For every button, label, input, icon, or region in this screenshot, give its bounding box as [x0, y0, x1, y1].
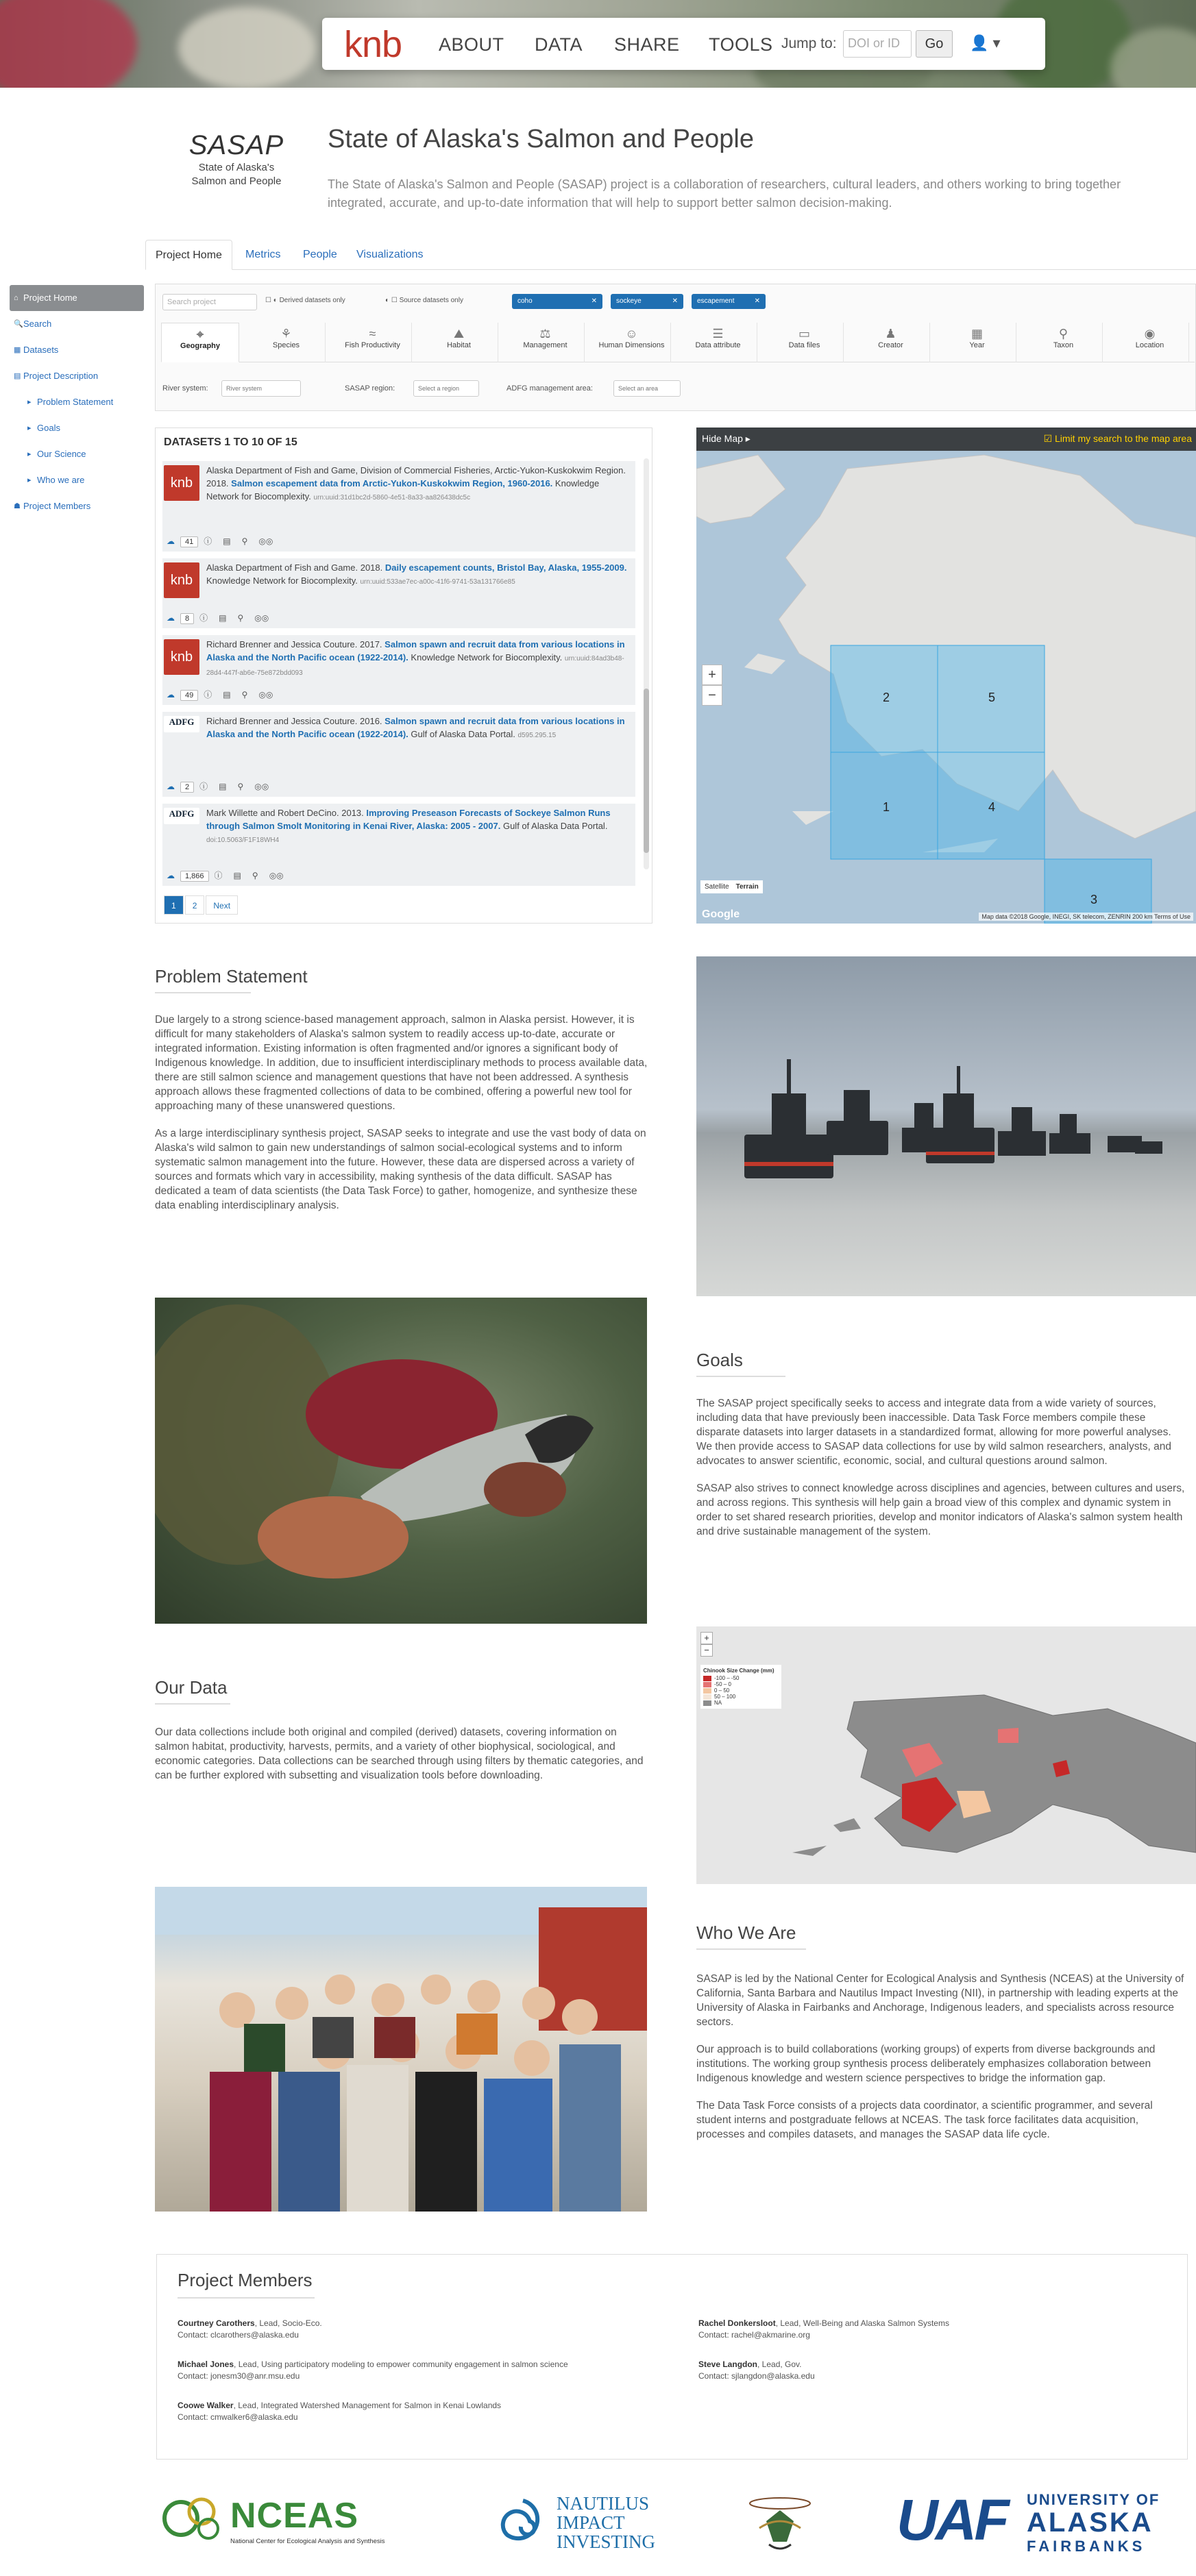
member-contact[interactable]: Contact: clcarothers@alaska.edu: [178, 2330, 299, 2340]
uaf-line: FAIRBANKS: [1027, 2538, 1146, 2555]
legend-title: Chinook Size Change (mm): [703, 1668, 774, 1674]
top-navbar: [322, 18, 1045, 70]
legend-item: [703, 1694, 779, 1700]
remove-tag-icon[interactable]: ✕: [591, 297, 597, 305]
result-actions: [167, 535, 284, 547]
caret-right-icon: ▸: [27, 476, 32, 484]
repository-logo: knb: [164, 562, 199, 598]
dataset-result-item[interactable]: [162, 461, 635, 552]
document-icon: ▤: [14, 372, 21, 380]
section-divider: [696, 1948, 806, 1950]
member-name: Courtney Carothers: [178, 2318, 255, 2328]
dataset-title-link[interactable]: Salmon spawn and recruit data from various locations in Alaska and the North Pacific ocean (1922-2014).: [206, 639, 625, 662]
filter-tag[interactable]: [611, 294, 683, 309]
repository-logo: ADFG: [164, 808, 199, 824]
metadata-icon[interactable]: ▤: [223, 536, 231, 546]
salmon-graphic: [155, 1298, 647, 1624]
tab-people[interactable]: People: [303, 249, 337, 260]
paragraph: Our approach is to build collaborations (working groups) of experts from diverse backgrounds and institutions. The working group synthesis process deliberately emphasizes collaboration between Indigenous knowledge and western science perspectives to bridge the information gap.: [696, 2044, 1156, 2084]
citation-authors: Mark Willette and Robert DeCino. 2013.: [206, 808, 364, 818]
legend-label: NA: [714, 1700, 722, 1706]
filter-category-icon: ☰: [712, 327, 724, 340]
project-members-panel: [156, 2254, 1188, 2460]
dataset-identifier: urn:uuid:533ae7ec-a00c-41f6-9741-53a131766e85: [360, 578, 515, 586]
sidebar-item-search[interactable]: [10, 311, 144, 337]
filter-tab-year[interactable]: [938, 323, 1016, 362]
results-scroll-thumb[interactable]: [644, 689, 649, 853]
user-menu-icon[interactable]: 👤 ▾: [970, 34, 1001, 51]
filter-tab-species[interactable]: [247, 323, 326, 362]
paragraph: SASAP also strives to connect knowledge across disciplines and agencies, between cultures and users, and across regions. This synthesis will help gain a broad view of this complex and dynamic system in order to set shared research priorities, develop and monitor indicators of Alaska's salmon system health and drive sustainable management of the system.: [696, 1483, 1185, 1537]
page-next[interactable]: Next: [206, 895, 238, 915]
filter-category-tabs: [161, 323, 1195, 362]
member-role: , Lead, Integrated Watershed Management for Salmon in Kenai Lowlands: [233, 2401, 502, 2410]
download-icon[interactable]: ☁: [167, 782, 175, 791]
sidebar-item-project-members[interactable]: [10, 493, 144, 519]
project-search-input[interactable]: Search project: [162, 294, 257, 310]
member-contact[interactable]: Contact: rachel@akmarine.org: [698, 2330, 810, 2340]
member-entry: [178, 2359, 644, 2382]
caret-right-icon: ▸: [27, 450, 32, 458]
download-count[interactable]: 1,866: [180, 871, 209, 882]
member-entry: [698, 2359, 1164, 2382]
dataset-title-link[interactable]: Daily escapement counts, Bristol Bay, Alaska, 1955-2009.: [385, 562, 627, 573]
dataset-result-item[interactable]: [162, 558, 635, 628]
goals-title: Goals: [696, 1350, 743, 1370]
dataset-identifier: d595.295.15: [517, 732, 557, 739]
dataset-result-item[interactable]: [162, 712, 635, 797]
legend-label: -100 – -50: [714, 1675, 740, 1681]
citation-authors: Alaska Department of Fish and Game. 2018.: [206, 562, 383, 573]
our-data-title: Our Data: [155, 1677, 228, 1698]
sasap-logo-title: SASAP: [188, 130, 284, 160]
result-actions: [167, 689, 284, 701]
provenance-icon[interactable]: ◎◎: [269, 871, 284, 880]
sidebar-item-project-description[interactable]: [10, 363, 144, 389]
citation-repository: Knowledge Network for Biocomplexity.: [206, 478, 600, 501]
terrain-button[interactable]: Terrain: [735, 883, 759, 891]
checkbox-icon[interactable]: ☑: [1043, 433, 1053, 444]
section-divider: [696, 1376, 785, 1377]
satellite-button[interactable]: Satellite: [705, 883, 729, 891]
map-attribution[interactable]: Map data ©2018 Google, INEGI, SK telecom, ZENRIN 200 km Terms of Use: [979, 913, 1193, 921]
filter-tag-label: coho: [517, 297, 533, 305]
legend-item: [703, 1687, 779, 1694]
filter-category-icon: ▭: [798, 327, 810, 340]
filter-category-icon: ⚘: [280, 327, 292, 340]
dataset-citation: [206, 715, 631, 742]
legend-swatch: [703, 1682, 711, 1687]
sidebar-item-label: Who we are: [37, 475, 85, 485]
section-divider: [155, 992, 251, 993]
filter-tab-habitat[interactable]: [420, 323, 498, 362]
tab-project-home[interactable]: Project Home: [145, 240, 232, 270]
filter-tab-label: Taxon: [1053, 341, 1074, 349]
section-divider: [178, 2297, 315, 2299]
filter-tag[interactable]: [692, 294, 766, 309]
home-icon: ⌂: [14, 294, 19, 302]
citation-repository: Knowledge Network for Biocomplexity.: [411, 652, 563, 662]
filter-tab-creator[interactable]: [852, 323, 930, 362]
member-contact[interactable]: Contact: cmwalker6@alaska.edu: [178, 2412, 298, 2422]
member-contact[interactable]: Contact: jonesm30@anr.msu.edu: [178, 2371, 300, 2381]
dataset-citation: [206, 561, 631, 589]
nav-share[interactable]: SHARE: [614, 34, 680, 55]
siberia-landmass: [696, 455, 785, 523]
grid-label: 5: [988, 691, 996, 704]
filter-tab-label: Geography: [180, 342, 221, 350]
filter-tab-label: Location: [1135, 341, 1164, 349]
citation-repository: Gulf of Alaska Data Portal.: [502, 821, 608, 831]
filter-category-icon: ♟: [885, 327, 896, 340]
filter-tab-human-dimensions[interactable]: [593, 323, 671, 362]
provenance-icon[interactable]: ◎◎: [258, 690, 273, 699]
provenance-icon[interactable]: ◎◎: [254, 782, 269, 791]
team-group-photo: [155, 1887, 647, 2212]
map-zoom-out-button[interactable]: −: [702, 685, 722, 706]
sidebar-item-problem-statement[interactable]: [10, 389, 144, 415]
citation-repository: Knowledge Network for Biocomplexity.: [206, 575, 358, 586]
nav-about[interactable]: ABOUT: [439, 34, 504, 55]
tab-visualizations[interactable]: Visualizations: [356, 249, 424, 260]
filter-tab-taxon[interactable]: [1025, 323, 1103, 362]
alaska-map-graphic: [696, 428, 1196, 924]
nceas-wordmark: NCEAS: [230, 2496, 359, 2536]
source-only-label: Source datasets only: [399, 297, 463, 304]
chinook-zoom-in[interactable]: +: [700, 1632, 713, 1644]
search-panel: [155, 284, 1196, 411]
location-pin-icon[interactable]: ⚲: [241, 690, 248, 699]
tribal-seal-logo[interactable]: [739, 2494, 821, 2555]
filter-tab-label: Management: [523, 341, 568, 349]
result-actions: [167, 869, 295, 882]
limit-to-map-checkbox[interactable]: [1044, 433, 1192, 445]
citation-authors: Richard Brenner and Jessica Couture. 2017.: [206, 639, 382, 649]
island: [792, 811, 833, 825]
filter-category-icon: ⚲: [1058, 327, 1069, 340]
nautilus-shell-icon: [499, 2494, 547, 2549]
banner-flower: [0, 0, 137, 88]
download-count[interactable]: 2: [180, 782, 194, 793]
go-button[interactable]: Go: [916, 30, 953, 58]
island: [744, 654, 785, 674]
nautilus-line: IMPACT: [557, 2512, 625, 2533]
member-role: , Lead, Using participatory modeling to empower community engagement in salmon science: [234, 2360, 568, 2369]
download-icon[interactable]: ☁: [167, 871, 175, 880]
location-pin-icon[interactable]: ⚲: [237, 782, 244, 791]
legend-item: [703, 1675, 779, 1681]
sasap-logo: [185, 130, 288, 188]
legend-label: 0 – 50: [714, 1687, 730, 1694]
filter-tab-label: Habitat: [447, 341, 471, 349]
nceas-swirl-icon: [160, 2491, 229, 2546]
filter-category-icon: ▦: [971, 327, 983, 340]
result-actions: [167, 612, 280, 624]
legend-swatch: [703, 1700, 711, 1706]
location-pin-icon[interactable]: ⚲: [241, 536, 248, 546]
member-entry: [698, 2318, 1164, 2341]
derived-only-toggle[interactable]: ☐ ◐ Derived datasets only: [265, 297, 345, 304]
page-1[interactable]: 1: [164, 895, 184, 915]
filter-tab-label: Data attribute: [695, 341, 741, 349]
doi-input[interactable]: DOI or ID: [843, 30, 912, 58]
filter-tag-label: sockeye: [616, 297, 642, 305]
fishing-boats-photo: [696, 956, 1196, 1296]
dataset-results: [155, 428, 652, 924]
location-pin-icon[interactable]: ⚲: [252, 871, 258, 880]
filter-category-icon: ◉: [1144, 327, 1156, 340]
metadata-icon[interactable]: ▤: [219, 613, 227, 623]
our-data-text: [155, 1725, 648, 1796]
dataset-result-item[interactable]: [162, 804, 635, 886]
derived-only-label: Derived datasets only: [279, 297, 345, 304]
chinook-size-map[interactable]: [696, 1626, 1196, 1884]
sidebar-item-label: Project Description: [23, 371, 99, 381]
uaf-line: ALASKA: [1027, 2507, 1154, 2538]
chinook-legend: [700, 1665, 781, 1709]
filter-tab-label: Human Dimensions: [598, 341, 665, 349]
source-only-toggle[interactable]: ◐ ☐ Source datasets only: [385, 297, 463, 304]
goals-text: [696, 1396, 1188, 1552]
nautilus-line: NAUTILUS: [557, 2493, 649, 2514]
filter-tab-data-attribute[interactable]: [679, 323, 757, 362]
download-icon[interactable]: ☁: [167, 613, 175, 623]
problem-statement-text: [155, 1013, 648, 1226]
who-we-are-text: [696, 1972, 1188, 2155]
sidebar-item-label: Project Members: [23, 501, 91, 511]
nav-data[interactable]: DATA: [535, 34, 583, 55]
users-icon: ☗: [14, 502, 21, 510]
banner-foliage: [178, 7, 315, 88]
sidebar-item-label: Goals: [37, 423, 60, 433]
filter-tag-label: escapement: [697, 297, 735, 305]
paragraph: Our data collections include both original and compiled (derived) datasets, covering information on salmon habitat, productivity, harvests, permits, and a variety of other biophysical, sociological, and economic categories. Data collections can be searched through using filters by thematic categories, and can be further explored with subsetting and visualization tools before downloading.: [155, 1726, 644, 1781]
hide-map-button[interactable]: Hide Map ▸: [702, 433, 750, 444]
info-icon[interactable]: ⓘ: [199, 613, 208, 623]
filter-category-icon: ⌖: [196, 327, 204, 341]
filter-category-icon: ☺: [625, 327, 638, 340]
dataset-title-link[interactable]: Salmon escapement data from Arctic-Yukon-Kuskokwim Region, 1960-2016.: [231, 478, 553, 488]
dataset-identifier: urn:uuid:31d1bc2d-5860-4e51-8a33-aa826438dc5c: [313, 494, 471, 501]
dataset-citation: [206, 638, 631, 680]
sidebar-item-label: Project Home: [23, 293, 77, 303]
nav-tools[interactable]: TOOLS: [709, 34, 773, 55]
chinook-zoom-out[interactable]: −: [700, 1644, 713, 1657]
salmon-in-hands-photo: [155, 1298, 647, 1624]
paragraph: The SASAP project specifically seeks to access and integrate data from a wide variety of sources, including data that have previously been inaccessible. Data Task Force members compile these disparate datasets into larger datasets in a standardized format, allowing for more powerful analyses. We then provide access to SASAP data collections for use by wild salmon researchers, analysts, and advocates to answer scientific, economic, social, and cultural questions around salmon.: [696, 1398, 1171, 1467]
remove-tag-icon[interactable]: ✕: [672, 297, 678, 305]
page-2[interactable]: 2: [185, 895, 205, 915]
download-count[interactable]: 41: [180, 536, 198, 547]
filter-tab-data-files[interactable]: [766, 323, 844, 362]
caret-right-icon: ▸: [27, 424, 32, 432]
citation-authors: Richard Brenner and Jessica Couture. 2016.: [206, 716, 382, 726]
river-system-label: River system:: [162, 384, 208, 393]
filter-category-icon: ⛰: [453, 327, 465, 340]
project-tabs: [145, 240, 1196, 270]
filter-tab-location[interactable]: [1111, 323, 1189, 362]
seal-emblem-icon: [739, 2494, 821, 2555]
filter-tab-label: Fish Productivity: [345, 341, 400, 349]
paragraph: SASAP is led by the National Center for Ecological Analysis and Synthesis (NCEAS) at the University of California, Santa Barbara and Nautilus Impact Investing (NII), in partnership with leading experts at the University of Alaska in Fairbanks and Anchorage, Indigenous leaders, and specialists across resource sectors.: [696, 1973, 1184, 2028]
sidebar-item-label: Our Science: [37, 449, 86, 459]
search-map[interactable]: [696, 428, 1196, 924]
sidebar-nav: [10, 285, 144, 519]
nautilus-logo[interactable]: [499, 2491, 670, 2553]
limit-to-map-label: Limit my search to the map area: [1055, 433, 1192, 444]
results-count: DATASETS 1 TO 10 OF 15: [164, 436, 297, 448]
dataset-identifier: doi:10.5063/F1F18WH4: [206, 837, 280, 844]
grid-label: 1: [883, 800, 890, 814]
filter-tab-fish-productivity[interactable]: [334, 323, 412, 362]
nceas-logo[interactable]: [160, 2491, 393, 2553]
member-role: , Lead, Gov.: [757, 2360, 802, 2369]
grid-label: 4: [988, 800, 996, 814]
repository-logo: knb: [164, 639, 199, 675]
filter-category-icon: ⚖: [539, 327, 551, 340]
knb-logo[interactable]: knb: [344, 24, 402, 65]
adfg-area-select[interactable]: Select an area: [613, 380, 681, 397]
jump-to-label: Jump to:: [781, 36, 837, 51]
provenance-icon[interactable]: ◎◎: [258, 536, 273, 546]
repository-logo: ADFG: [164, 716, 199, 732]
dataset-identifier: urn:uuid:84ad3b48-28d4-447f-ab6e-75e872bdd093: [206, 655, 624, 677]
sasap-logo-subtitle: Salmon and People: [191, 175, 282, 187]
page-title: State of Alaska's Salmon and People: [328, 125, 754, 153]
paragraph: As a large interdisciplinary synthesis project, SASAP seeks to integrate and use the vast body of data on Alaska's wild salmon to gain new understandings of salmon social-ecological systems and to inform systematic salmon management into the future. However, these data are dispersed across a variety of sources and formats which vary in accessibility, making synthesis of the data difficult. SASAP has dedicated a team of data scientists (the Data Task Force) to gather, homogenize, and synthesize these data enabling interdisciplinary analysis.: [155, 1128, 646, 1211]
dataset-title-link[interactable]: Salmon spawn and recruit data from various locations in Alaska and the North Pacific ocean (1922-2014).: [206, 716, 625, 739]
sidebar-item-our-science[interactable]: [10, 441, 144, 467]
download-count[interactable]: 49: [180, 690, 198, 701]
download-icon[interactable]: ☁: [167, 536, 175, 546]
adfg-area-label: ADFG management area:: [507, 384, 593, 393]
repository-logo: knb: [164, 465, 199, 501]
dataset-citation: [206, 464, 631, 504]
sidebar-item-project-home[interactable]: [10, 285, 144, 311]
nautilus-wordmark: [557, 2494, 655, 2551]
tab-metrics[interactable]: Metrics: [245, 249, 281, 260]
filter-tab-label: Creator: [878, 341, 903, 349]
section-divider: [155, 1703, 230, 1705]
citation-authors: Alaska Department of Fish and Game, Division of Commercial Fisheries, Arctic-Yukon-Kuskokwim Region. 2018.: [206, 465, 626, 488]
sidebar-item-datasets[interactable]: [10, 337, 144, 363]
result-actions: [167, 780, 280, 793]
river-system-input[interactable]: River system: [221, 380, 301, 397]
member-entry: [178, 2400, 644, 2423]
grid-label: 2: [883, 691, 890, 704]
location-pin-icon[interactable]: ⚲: [237, 613, 244, 623]
sidebar-item-label: Datasets: [23, 345, 59, 355]
member-name: Michael Jones: [178, 2360, 234, 2369]
map-zoom-in-button[interactable]: +: [702, 665, 722, 685]
legend-swatch: [703, 1676, 711, 1681]
metadata-icon[interactable]: ▤: [219, 782, 227, 791]
uaf-wordmark: UAF: [896, 2488, 1007, 2552]
dataset-citation: [206, 806, 631, 847]
legend-item: [703, 1700, 779, 1706]
filter-tab-geography[interactable]: [161, 323, 239, 362]
team-graphic: [155, 1887, 647, 2212]
info-icon[interactable]: ⓘ: [214, 871, 223, 880]
member-role: , Lead, Well-Being and Alaska Salmon Systems: [775, 2318, 949, 2328]
download-count[interactable]: 8: [180, 613, 194, 624]
grid-label: 3: [1090, 893, 1098, 906]
remove-tag-icon[interactable]: ✕: [754, 297, 760, 305]
info-icon[interactable]: ⓘ: [204, 690, 212, 699]
nautilus-line: INVESTING: [557, 2531, 655, 2552]
member-name: Coowe Walker: [178, 2401, 234, 2410]
nceas-fullname: National Center for Ecological Analysis and Synthesis: [230, 2538, 385, 2545]
uaf-logo[interactable]: [896, 2487, 1191, 2555]
sasap-logo-subtitle: State of Alaska's: [198, 162, 275, 173]
sidebar-item-goals[interactable]: [10, 415, 144, 441]
uaf-line: UNIVERSITY OF: [1027, 2491, 1160, 2508]
info-icon[interactable]: ⓘ: [199, 782, 208, 791]
filter-tab-label: Data files: [788, 341, 820, 349]
filter-category-icon: ≈: [369, 327, 376, 340]
sasap-region-select[interactable]: Select a region: [413, 380, 479, 397]
search-icon: 🔍: [14, 320, 23, 328]
paragraph: The Data Task Force consists of a projects data coordinator, a scientific programmer, and several student interns and postgraduate fellows at NCEAS. The task force facilitates data acquisition, processes and compiles datasets, and manages the SASAP data life cycle.: [696, 2100, 1153, 2140]
filter-tag[interactable]: [512, 294, 602, 309]
legend-label: -50 – 0: [714, 1681, 731, 1687]
table-icon: ▦: [14, 346, 21, 354]
legend-swatch: [703, 1694, 711, 1700]
info-icon[interactable]: ⓘ: [204, 536, 212, 546]
metadata-icon[interactable]: ▤: [223, 690, 231, 699]
project-members-title: Project Members: [178, 2270, 313, 2290]
pagination: [164, 895, 239, 915]
filter-tab-label: Year: [969, 341, 985, 349]
member-name: Steve Langdon: [698, 2360, 758, 2369]
caret-right-icon: ▸: [27, 398, 32, 406]
boats-graphic: [696, 956, 1196, 1296]
paragraph: Due largely to a strong science-based management approach, salmon in Alaska persist. However, it is difficult for many stakeholders of Alaska's salmon system to readily access up-to-date, accurate or integrated information. Existing information is often fragmented and/or ignores a significant body of Indigenous knowledge. In addition, due to insufficient interdisciplinary methods to process available data, there are still salmon science and management questions that have not been addressed. A synthesis approach allows these fragmented collections of data to be combined, offering a powerful new tool for approaching many of these unanswered questions.: [155, 1014, 648, 1112]
page-description: The State of Alaska's Salmon and People (SASAP) project is a collaboration of researchers, cultural leaders, and others working to bring together integrated, accurate, and up-to-date information that will help to support better salmon decision-making.: [328, 177, 1121, 210]
legend-label: 50 – 100: [714, 1694, 736, 1700]
download-icon[interactable]: ☁: [167, 690, 175, 699]
member-contact[interactable]: Contact: sjlangdon@alaska.edu: [698, 2371, 815, 2381]
filter-tab-label: Species: [272, 341, 300, 349]
citation-repository: Gulf of Alaska Data Portal.: [411, 729, 515, 739]
metadata-icon[interactable]: ▤: [233, 871, 241, 880]
sidebar-item-who-we-are[interactable]: [10, 467, 144, 493]
legend-swatch: [703, 1688, 711, 1694]
member-role: , Lead, Socio-Eco.: [254, 2318, 322, 2328]
member-entry: [178, 2318, 644, 2341]
dataset-title-link[interactable]: Improving Preseason Forecasts of Sockeye Salmon Runs through Salmon Smolt Monitoring in Kenai River, Alaska: 2005 - 2007.: [206, 808, 611, 831]
map-type-switch: [700, 880, 763, 893]
sidebar-item-label: Search: [23, 319, 52, 329]
sidebar-item-label: Problem Statement: [37, 397, 114, 407]
who-we-are-title: Who We Are: [696, 1922, 796, 1943]
problem-statement-title: Problem Statement: [155, 966, 308, 987]
filter-tab-management[interactable]: [507, 323, 585, 362]
dataset-result-item[interactable]: [162, 635, 635, 705]
google-logo: Google: [702, 908, 740, 920]
member-name: Rachel Donkersloot: [698, 2318, 776, 2328]
sasap-region-label: SASAP region:: [345, 384, 395, 393]
legend-item: [703, 1681, 779, 1687]
provenance-icon[interactable]: ◎◎: [254, 613, 269, 623]
